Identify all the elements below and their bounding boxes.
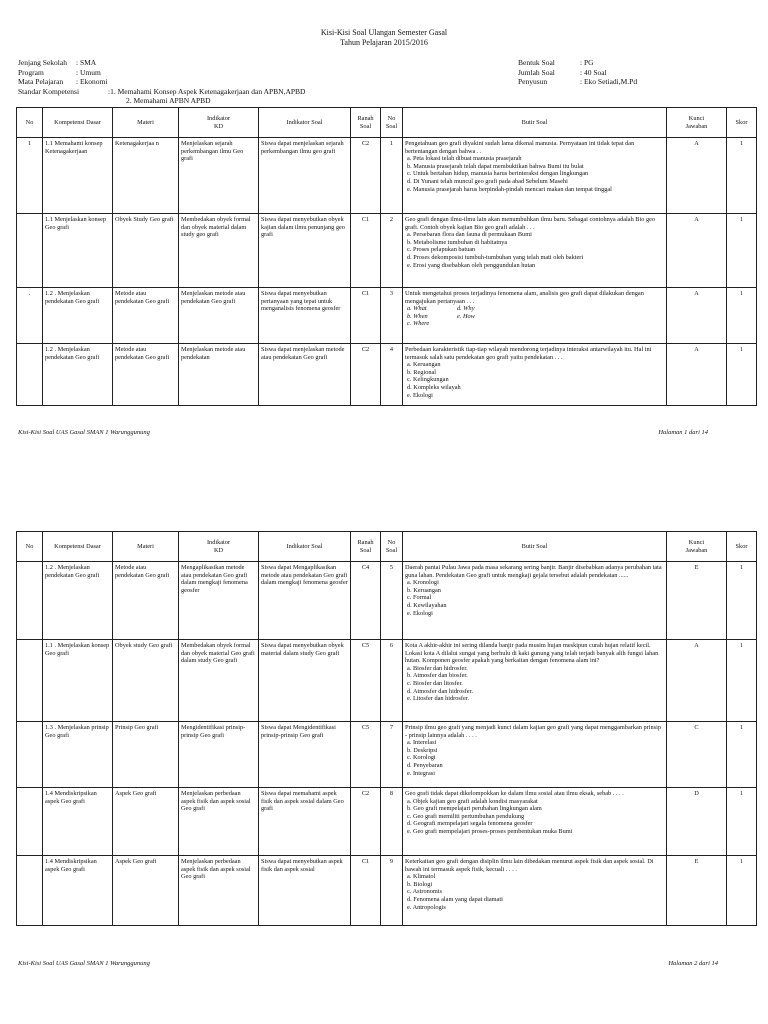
table-header-row (17, 108, 757, 138)
table-row: 1.1 Menjelaskan konsep Geo grafi Obyek Study Geo grafi Membedakan obyek formal dan obyek material dalam study geo grafi Siswa dapat menyebutkan obyek kajian dalam ilmu penunjang geo grafi C1 2 Geo grafi dengan ilmu-ilmu lain akan menumbuhkan ilmu baru. Sebagai contohnya adalah Bio geo grafi. Contoh obyek kajian Bio geo grafi adalah . . . a. Persebaran flora dan fauna di permukaan Bumi b. Metabolisme tumbuhan di habitatnya c. Proses pelapukan batuan d. Proses dekomposisi tumbuh-tumbuhan yang telah mati oleh bakteri e. Erosi yang disebabkan oleh penggundulan hutan A 1 (17, 214, 757, 288)
header-materi: Materi (113, 532, 179, 562)
meta-row: Standar Kompetensi :1. Memahami Konsep Aspek Ketenagakerjaan dan APBN,APBD (18, 86, 306, 96)
meta-right (518, 58, 637, 87)
table-row: 1.4 Mendiskripsikan aspek Geo grafi Aspek Geo grafi Menjelaskan perbedaan aspek fisik dan aspek sosial Geo grafi Siswa dapat menyebutkan aspek fisik dan aspek sosial C1 9 Keterkaitan geo grafi dengan disiplin ilmu lain dibedakan menurut aspek fisik dan aspek sosial. Di bawah ini termasuk aspek fisik, kecuali . . . . a. Klimatol b. Biologi c. Astronomis d. Fenomena alam yang dapat diamati e. Antropologis E 1 (17, 856, 757, 926)
butir-soal: Daerah pantai Pulau Jawa pada masa sekarang sering banjir. Banjir disebabkan adanya perubahan tata guna lahan. Pendekatan Geo grafi untuk mengkaji gejala tersebut adalah pendekatan ...... a. Kronologi b. Keruangan c. Formal d. Kewilayahan e. Ekologi (403, 562, 667, 640)
header-ranah: Ranah Soal (351, 108, 381, 138)
meta-row: Jenjang Sekolah : SMA (18, 58, 97, 67)
footer-left: Kisi-Kisi Soal UAS Gasal SMAN 1 Warunggunung (18, 960, 150, 967)
header-butir: Butir Soal (403, 532, 667, 562)
meta-left (18, 58, 305, 106)
header-indikator-kd: Indikator KD (179, 532, 259, 562)
header-no: No (17, 532, 43, 562)
header-skor: Skor (727, 532, 757, 562)
butir-soal: Pengetahuan geo grafi diyakini sudah lama dikenal manusia. Pernyataan ini tidak tepat dan bertentangan dengan bahwa . . a. Peta lokasi telah dibuat manusia prasejarah b. Manusia prasejarah telah dapat membuktikan bahwa Bumi itu bulat c. Untuk bertahan hidup, manusia harus berinteraksi dengan lingkungan d. Di Yunani telah muncul geo grafi pada abad Sebelum Masehi e. Manusia prasejarah harus berpindah-pindah mencari makan dan tempat tinggal (403, 138, 667, 214)
table-row: 1.4 Mendiskripsikan aspek Geo grafi Aspek Geo grafi Menjelaskan perbedaan aspek fisik dan aspek sosial Geo grafi Siswa dapat memahami aspek fisik dan aspek sosial dalam Geo grafi C2 8 Geo grafi tidak dapat dikelompokkan ke dalam ilmu sosial atau ilmu eksak, sebab . . . . a. Objek kajian geo grafi adalah kondisi masyarakat b. Geo grafi mempelajari perubahan lingkungan alam c. Geo grafi memiliti pertumbuhan pendukung d. Geografi mempelajari segala fenomena geosfer e. Geo grafi mempelajari proses-proses pembentukan muka Bumi D 1 (17, 788, 757, 856)
footer-left: Kisi-Kisi Soal UAS Gasal SMAN 1 Warunggunung (18, 429, 150, 436)
footer-page-number: Halaman 1 dari 14 (658, 429, 708, 436)
header-butir: Butir Soal (403, 108, 667, 138)
footer-page-number: Halaman 2 dari 14 (668, 960, 718, 967)
table-row: 1.1 . Menjelaskan konsep Geo grafi Obyek study Geo grafi Membedakan obyek formal dan obyek material Geo grafi dalam study Geo grafi Siswa dapat menyebutkan obyek material dalam study Geo grafi C5 6 Kota A akhir-akhir ini sering dilanda banjir pada musim hujan meskipun curah hujan relatif kecil. Lokasi kota A dilalui sungai yang berhulu di kaki gunung yang telah terjadi banyak alih fungsi lahan hutan. Komponen geosfer apakah yang berkaitan dengan fenomena alam ini? a. Biosfer dan hidrosfer. b. Atmosfer dan biosfer. c. Biosfer dan litosfer. d. Atmosfer dan hidrosfer. e. Litosfer dan hidrosfer. A 1 (17, 640, 757, 722)
header-skor: Skor (727, 108, 757, 138)
table-row: 1.2 . Menjelaskan pendekatan Geo grafi Metode atau pendekatan Geo grafi Mengaplikasikan metode atau pendekatan Geo grafi dalam mengkaji fenomena geosfer Siswa dapat Mengaplikasikan metode atau pendekatan Geo grafi dalam mengkaji fenomena geosfer C4 5 Daerah pantai Pulau Jawa pada masa sekarang sering banjir. Banjir disebabkan adanya perubahan tata guna lahan. Pendekatan Geo grafi untuk mengkaji gejala tersebut adalah pendekatan ...... a. Kronologi b. Keruangan c. Formal d. Kewilayahan e. Ekologi E 1 (17, 562, 757, 640)
table-row: . 1.2 . Menjelaskan pendekatan Geo grafi Metode atau pendekatan Geo grafi Menjelaskan metode atau pendekatan Geo grafi Siswa dapat menyebutkan pertanyaan yang tepat untuk menganalisis fenomena geosfer C1 3 Untuk mengetahui proses terjadinya fenomena alam, analisis geo grafi dapat dilakukan dengan mengajukan pertanyaan . . . a. What d. Why b. When e. How c. Where A 1 (17, 288, 757, 344)
meta-row: Bentuk Soal : PG (518, 58, 594, 67)
table-row: 1.3 . Menjelaskan prinsip Geo grafi Prinsip Geo grafi Mengidentifikasi prinsip-prinsip Geo grafi Siswa dapat Mengidentifikasi prinsip-prinsip Geo grafi C5 7 Prinsip ilmu geo grafi yang menjadi kunci dalam kajian geo grafi yang dapat menggambarkan prinsip - prinsip lainnya adalah . . . . a. Interelasi b. Deskripsi c. Korologi d. Penyebaran e. Integrasi C 1 (17, 722, 757, 788)
butir-soal: Kota A akhir-akhir ini sering dilanda banjir pada musim hujan meskipun curah hujan relatif kecil. Lokasi kota A dilalui sungai yang berhulu di kaki gunung yang telah terjadi banyak alih fungsi lahan hutan. Komponen geosfer apakah yang berkaitan dengan fenomena alam ini? a. Biosfer dan hidrosfer. b. Atmosfer dan biosfer. c. Biosfer dan litosfer. d. Atmosfer dan hidrosfer. e. Litosfer dan hidrosfer. (403, 640, 667, 722)
header-indikator-soal: Indikator Soal (259, 108, 351, 138)
header-materi: Materi (113, 108, 179, 138)
page-1 (0, 0, 768, 480)
butir-soal: Geo grafi dengan ilmu-ilmu lain akan menumbuhkan ilmu baru. Sebagai contohnya adalah Bio geo grafi. Contoh obyek kajian Bio geo grafi adalah . . . a. Persebaran flora dan fauna di permukaan Bumi b. Metabolisme tumbuhan di habitatnya c. Proses pelapukan batuan d. Proses dekomposisi tumbuh-tumbuhan yang telah mati oleh bakteri e. Erosi yang disebabkan oleh penggundulan hutan (403, 214, 667, 288)
document-title: Kisi-Kisi Soal Ulangan Semester Gasal (320, 28, 448, 37)
header-ranah: Ranah Soal (351, 532, 381, 562)
header-indikator-kd: Indikator KD (179, 108, 259, 138)
kisi-table-page2 (16, 531, 757, 926)
meta-row: Program : Umum (18, 67, 101, 77)
header-kunci: Kunci Jawaban (667, 108, 727, 138)
butir-soal: Perbedaan karakteristik tiap-tiap wilayah mendorong terjadinya interaksi antarwilayah itu. Hal ini termasuk salah satu pendekatan geo grafi yaitu pendekatan . . . a. Keruangan b. Regional c. Kelingkungan d. Kompleks wilayah e. Ekologi (403, 344, 667, 406)
butir-soal: Geo grafi tidak dapat dikelompokkan ke dalam ilmu sosial atau ilmu eksak, sebab . . . . a. Objek kajian geo grafi adalah kondisi masyarakat b. Geo grafi mempelajari perubahan lingkungan alam c. Geo grafi memiliti pertumbuhan pendukung d. Geografi mempelajari segala fenomena geosfer e. Geo grafi mempelajari proses-proses pembentukan muka Bumi (403, 788, 667, 856)
meta-row: Jumlah Soal : 40 Soal (518, 67, 607, 77)
butir-soal: Prinsip ilmu geo grafi yang menjadi kunci dalam kajian geo grafi yang dapat menggambarkan prinsip - prinsip lainnya adalah . . . . a. Interelasi b. Deskripsi c. Korologi d. Penyebaran e. Integrasi (403, 722, 667, 788)
header-indikator-soal: Indikator Soal (259, 532, 351, 562)
table-header-row (17, 532, 757, 562)
meta-row: 2. Memahami APBN APBD (126, 96, 211, 105)
butir-soal: Keterkaitan geo grafi dengan disiplin ilmu lain dibedakan menurut aspek fisik dan aspek sosial. Di bawah ini termasuk aspek fisik, kecuali . . . . a. Klimatol b. Biologi c. Astronomis d. Fenomena alam yang dapat diamati e. Antropologis (403, 856, 667, 926)
meta-row: Mata Pelajaran : Ekonomi (18, 77, 108, 86)
header-kd: Kompetensi Dasar (43, 532, 113, 562)
page-2 (0, 520, 768, 1024)
document-subtitle: Tahun Pelajaran 2015/2016 (340, 38, 428, 47)
meta-row: Penyusun : Eko Setiadi,M.Pd (518, 77, 638, 86)
butir-soal: Untuk mengetahui proses terjadinya fenomena alam, analisis geo grafi dapat dilakukan dengan mengajukan pertanyaan . . . a. What d. Why b. When e. How c. Where (403, 288, 667, 344)
table-row: 1.2 . Menjelaskan pendekatan Geo grafi Metode atau pendekatan Geo grafi Menjelaskan metode atau pendekatan Siswa dapat menjelaskan metode atau pendekatan Geo grafi C2 4 Perbedaan karakteristik tiap-tiap wilayah mendorong terjadinya interaksi antarwilayah itu. Hal ini termasuk salah satu pendekatan geo grafi yaitu pendekatan . . . a. Keruangan b. Regional c. Kelingkungan d. Kompleks wilayah e. Ekologi A 1 (17, 344, 757, 406)
header-kd: Kompetensi Dasar (43, 108, 113, 138)
header-kunci: Kunci Jawaban (667, 532, 727, 562)
table-row: 1 1.1 Memahami konsep Ketenagakerjaan Ketenagakerjaa n Menjelaskan sejarah perkembangan ilmu Geo grafi Siswa dapat menjelaskan sejarah perkembangan ilmu geo grafi C2 1 Pengetahuan geo grafi diyakini sudah lama dikenal manusia. Pernyataan ini tidak tepat dan bertentangan dengan bahwa . . a. Peta lokasi telah dibuat manusia prasejarah b. Manusia prasejarah telah dapat membuktikan bahwa Bumi itu bulat c. Untuk bertahan hidup, manusia harus berinteraksi dengan lingkungan d. Di Yunani telah muncul geo grafi pada abad Sebelum Masehi e. Manusia prasejarah harus berpindah-pindah mencari makan dan tempat tinggal A 1 (17, 138, 757, 214)
header-no: No (17, 108, 43, 138)
header-no-soal: No Soal (381, 108, 403, 138)
header-no-soal: No Soal (381, 532, 403, 562)
kisi-table-page1 (16, 107, 757, 406)
